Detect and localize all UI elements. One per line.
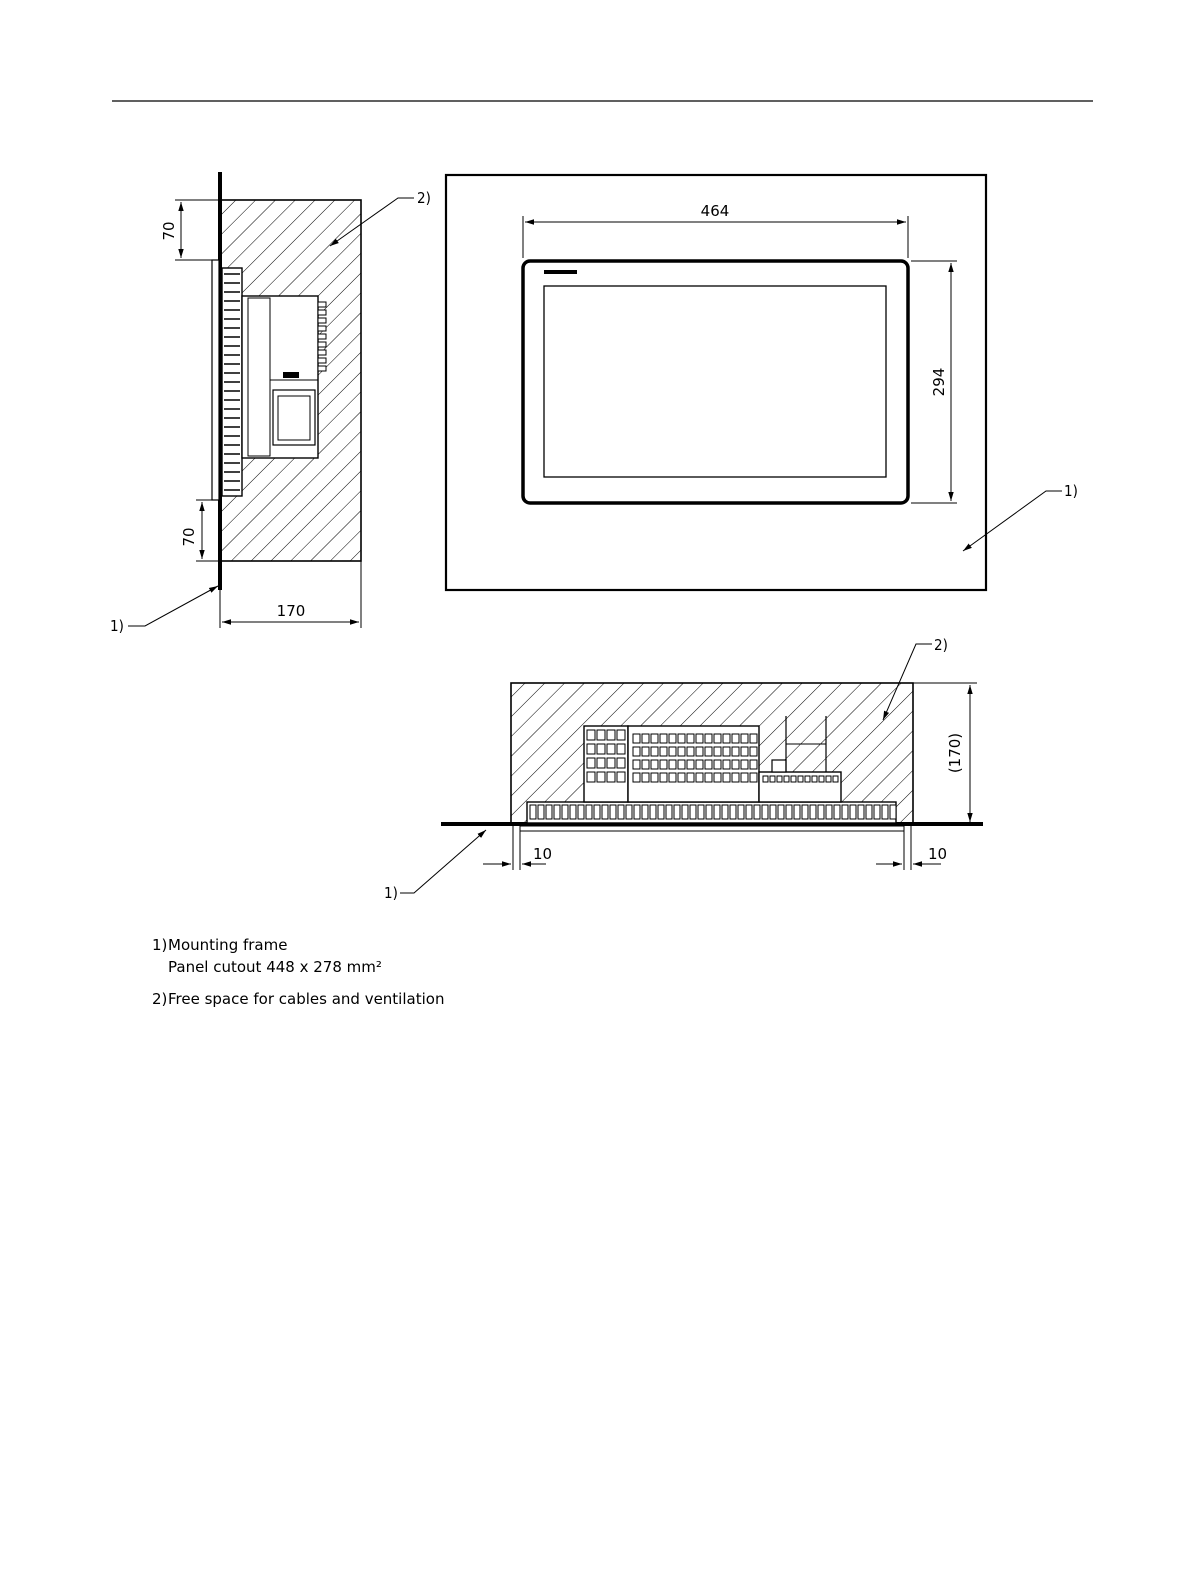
device-detail [318, 358, 326, 363]
device-detail [617, 744, 625, 754]
legend-item-2-title: Free space for cables and ventilation [168, 990, 445, 1008]
device-detail [669, 773, 676, 782]
front-device-screen [544, 286, 886, 477]
device-detail [750, 760, 757, 769]
dim-width: 464 [700, 202, 730, 220]
device-detail [642, 760, 649, 769]
callout-side-2: 2) [417, 189, 431, 207]
device-detail [318, 366, 326, 371]
side-view [110, 172, 431, 635]
device-detail [723, 760, 730, 769]
device-detail [882, 805, 888, 819]
device-detail [770, 805, 776, 819]
device-detail [826, 805, 832, 819]
device-detail [318, 350, 326, 355]
device-detail [746, 805, 752, 819]
device-detail [687, 760, 694, 769]
device-detail [754, 805, 760, 819]
device-detail [784, 776, 789, 782]
device-detail [666, 805, 672, 819]
device-detail [633, 773, 640, 782]
device-detail [318, 302, 326, 307]
callout-side-1: 1) [110, 617, 124, 635]
device-detail [786, 805, 792, 819]
brand-logo [544, 270, 577, 274]
device-detail [858, 805, 864, 819]
device-detail [696, 760, 703, 769]
device-detail [538, 805, 544, 819]
legend [152, 934, 444, 1010]
device-detail [660, 734, 667, 743]
device-detail [732, 747, 739, 756]
device-detail [318, 310, 326, 315]
device-detail [802, 805, 808, 819]
device-detail [660, 747, 667, 756]
device-detail [607, 744, 615, 754]
device-detail [714, 760, 721, 769]
device-detail [834, 805, 840, 819]
device-detail [642, 773, 649, 782]
device-detail [714, 773, 721, 782]
legend-item-1-title: Mounting frame [168, 936, 288, 954]
device-detail [587, 758, 595, 768]
device-detail [318, 342, 326, 347]
device-detail [866, 805, 872, 819]
device-detail [723, 747, 730, 756]
device-detail [874, 805, 880, 819]
device-detail [587, 730, 595, 740]
device-detail [833, 776, 838, 782]
device-detail [586, 805, 592, 819]
device-detail [607, 772, 615, 782]
device-detail [678, 747, 685, 756]
device-detail [651, 747, 658, 756]
device-detail [778, 805, 784, 819]
dim-gap-right: 10 [928, 845, 948, 863]
callout-front-1: 1) [1064, 482, 1078, 500]
device-detail [602, 805, 608, 819]
device-detail [770, 776, 775, 782]
device-detail [318, 318, 326, 323]
device-detail [738, 805, 744, 819]
device-detail [682, 805, 688, 819]
device-detail [562, 805, 568, 819]
device-detail [696, 747, 703, 756]
device-detail [570, 805, 576, 819]
device-detail [741, 747, 748, 756]
device-detail [626, 805, 632, 819]
device-detail [818, 805, 824, 819]
device-detail [805, 776, 810, 782]
device-detail [617, 772, 625, 782]
device-detail [633, 747, 640, 756]
device-detail [530, 805, 536, 819]
device-detail [610, 805, 616, 819]
device-detail [750, 773, 757, 782]
device-detail [819, 776, 824, 782]
device-detail [669, 747, 676, 756]
device-detail [678, 773, 685, 782]
device-detail [642, 747, 649, 756]
device-detail [842, 805, 848, 819]
device-detail [732, 760, 739, 769]
device-detail [690, 805, 696, 819]
device-detail [658, 805, 664, 819]
device-detail [722, 805, 728, 819]
device-detail [660, 760, 667, 769]
legend-item-1-number: 1) [152, 936, 168, 954]
device-detail [597, 730, 605, 740]
device-detail [762, 805, 768, 819]
device-detail [594, 805, 600, 819]
dim-clearance-top: 70 [160, 221, 178, 241]
device-detail [546, 805, 552, 819]
leader-side-1 [128, 586, 218, 626]
device-detail [812, 776, 817, 782]
front-view [446, 175, 1078, 590]
device-detail [687, 773, 694, 782]
device-detail [750, 734, 757, 743]
device-detail [633, 760, 640, 769]
legend-item-2 [152, 988, 444, 1010]
device-detail [763, 776, 768, 782]
device-detail [696, 773, 703, 782]
device-detail [696, 734, 703, 743]
device-detail [669, 734, 676, 743]
device-detail [651, 760, 658, 769]
device-detail [634, 805, 640, 819]
device-detail [723, 773, 730, 782]
device-detail [732, 773, 739, 782]
device-detail [705, 734, 712, 743]
device-detail [651, 773, 658, 782]
device-detail [714, 747, 721, 756]
device-detail [826, 776, 831, 782]
device-detail [642, 734, 649, 743]
device-detail [698, 805, 704, 819]
device-detail [597, 758, 605, 768]
device-detail [714, 734, 721, 743]
device-detail [810, 805, 816, 819]
dim-height: 294 [930, 367, 948, 397]
top-view [384, 636, 983, 902]
device-detail [791, 776, 796, 782]
device-detail [651, 734, 658, 743]
device-detail [732, 734, 739, 743]
device-detail [741, 734, 748, 743]
device-detail [607, 730, 615, 740]
device-detail [705, 760, 712, 769]
device-detail [741, 760, 748, 769]
device-detail [798, 776, 803, 782]
device-detail [617, 758, 625, 768]
device-detail [741, 773, 748, 782]
device-detail [750, 747, 757, 756]
device-detail [705, 773, 712, 782]
device-detail [687, 734, 694, 743]
device-detail [687, 747, 694, 756]
leader-top-1 [400, 830, 486, 893]
dim-depth-side: 170 [276, 602, 306, 620]
dim-clearance-bottom: 70 [180, 527, 198, 547]
legend-item-2-number: 2) [152, 990, 168, 1008]
device-detail [554, 805, 560, 819]
callout-top-1: 1) [384, 884, 398, 902]
device-detail [669, 760, 676, 769]
device-detail [714, 805, 720, 819]
device-detail [597, 772, 605, 782]
device-detail [587, 744, 595, 754]
device-detail [678, 760, 685, 769]
device-detail [706, 805, 712, 819]
device-detail [705, 747, 712, 756]
device-detail [674, 805, 680, 819]
device-detail [578, 805, 584, 819]
side-device-bezel [212, 260, 219, 500]
device-detail [650, 805, 656, 819]
device-detail [678, 734, 685, 743]
device-detail [618, 805, 624, 819]
device-detail [597, 744, 605, 754]
device-detail [777, 776, 782, 782]
device-detail [318, 334, 326, 339]
legend-item-1 [152, 934, 444, 956]
device-detail [617, 730, 625, 740]
legend-item-1-detail: Panel cutout 448 x 278 mm² [168, 958, 382, 976]
device-detail [794, 805, 800, 819]
device-detail [730, 805, 736, 819]
device-detail [642, 805, 648, 819]
device-detail [850, 805, 856, 819]
device-detail [890, 805, 896, 819]
dim-depth-top: (170) [946, 732, 964, 774]
device-detail [587, 772, 595, 782]
callout-top-2: 2) [934, 636, 948, 654]
dim-gap-left: 10 [533, 845, 553, 863]
device-detail [660, 773, 667, 782]
device-detail [723, 734, 730, 743]
device-detail [318, 326, 326, 331]
device-detail [633, 734, 640, 743]
device-detail [607, 758, 615, 768]
